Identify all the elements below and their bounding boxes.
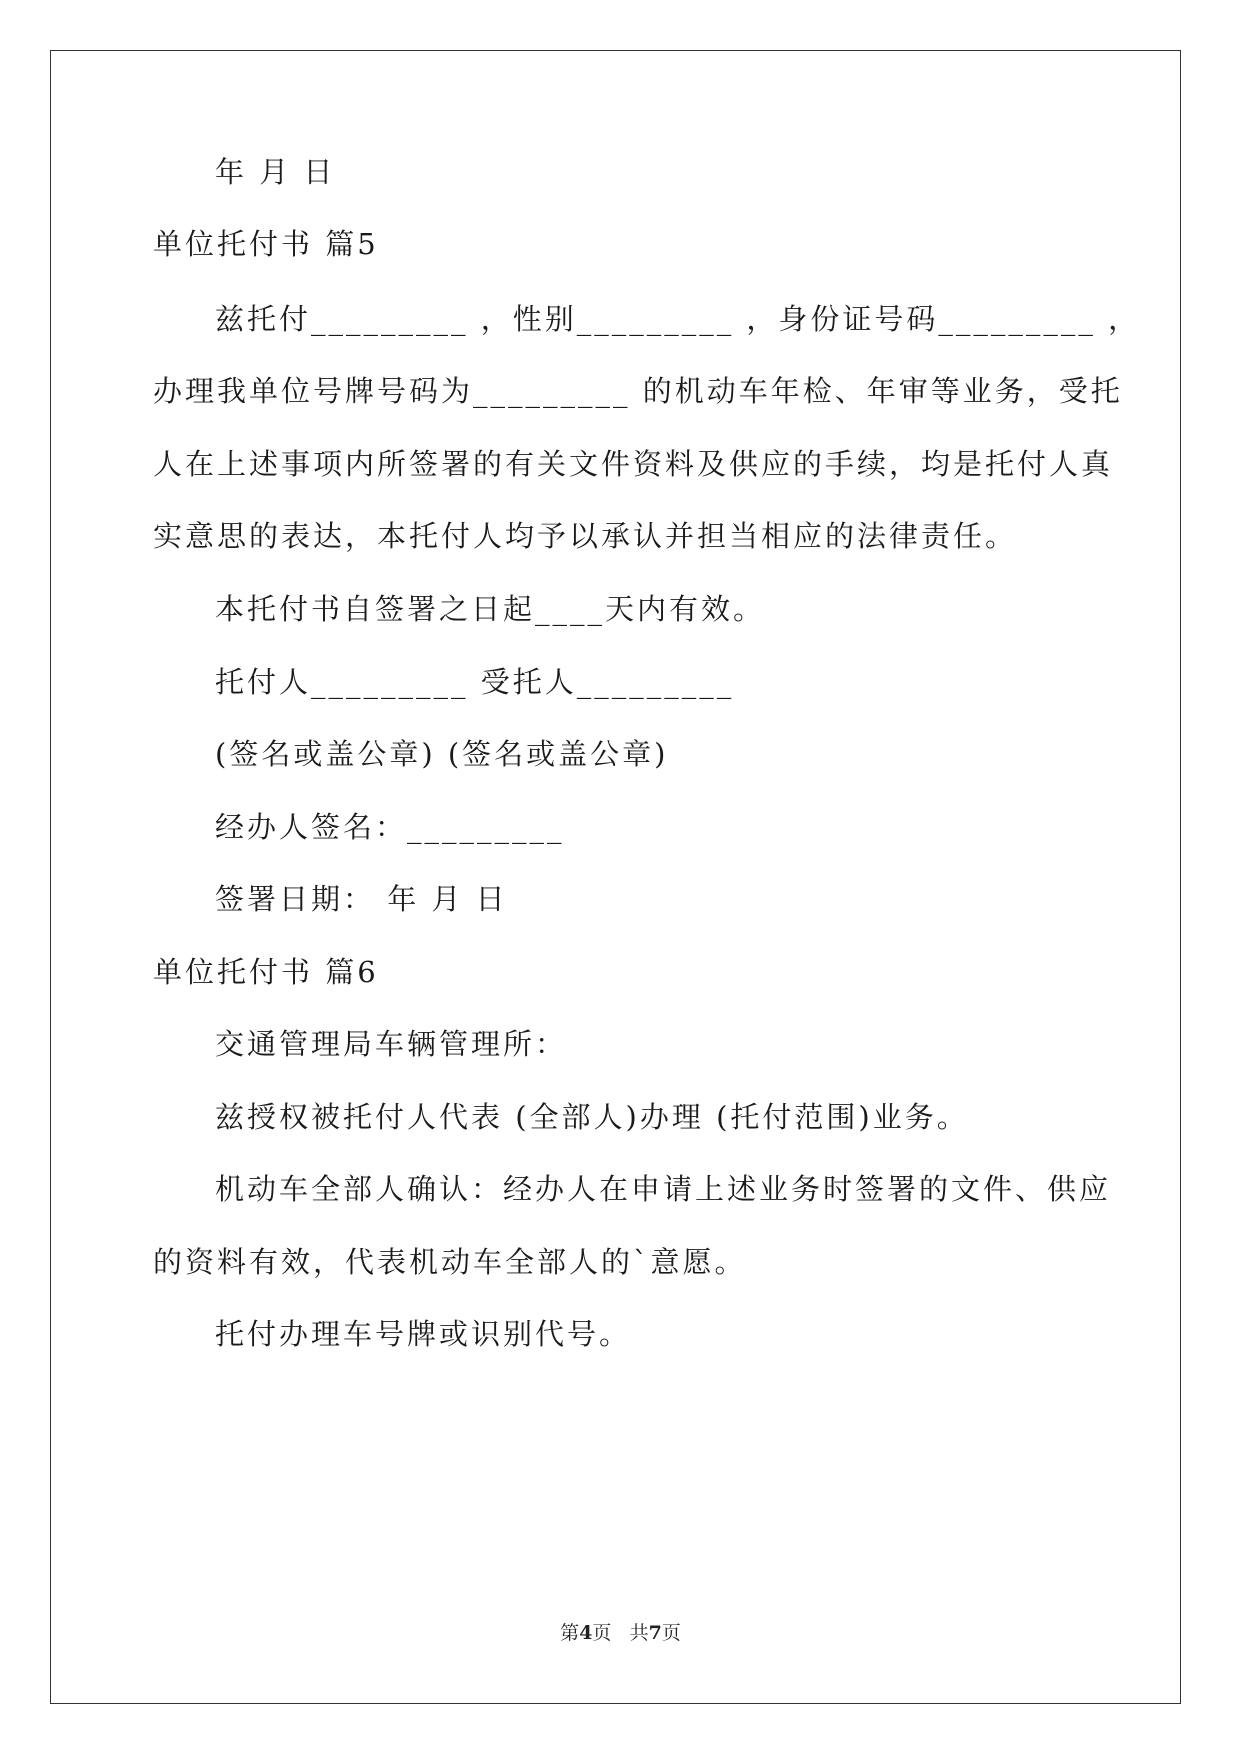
paragraph-line: 的资料有效，代表机动车全部人的`意愿。 bbox=[153, 1245, 747, 1279]
paragraph-line: 兹托付_________ ，性别_________ ，身份证号码_________ ， bbox=[215, 302, 1141, 336]
paragraph-line: 机动车全部人确认：经办人在申请上述业务时签署的文件、供应 bbox=[215, 1172, 1112, 1206]
addressee-line: 交通管理局车辆管理所： bbox=[215, 1027, 568, 1061]
footer-page-unit: 页 bbox=[592, 1622, 612, 1644]
footer-total-unit: 页 bbox=[661, 1622, 681, 1644]
validity-line: 本托付书自签署之日起____天内有效。 bbox=[215, 592, 766, 626]
signatories-line: 托付人_________ 受托人_________ bbox=[215, 665, 735, 699]
footer-page-number: 4 bbox=[579, 1622, 593, 1644]
page-footer bbox=[0, 1618, 1241, 1645]
section-heading-5: 单位托付书 篇5 bbox=[153, 227, 379, 261]
paragraph-line: 实意思的表达，本托付人均予以承认并担当相应的法律责任。 bbox=[153, 519, 1018, 553]
paragraph-line: 办理我单位号牌号码为_________ 的机动车年检、年审等业务，受托 bbox=[153, 374, 1123, 408]
footer-total-prefix: 共 bbox=[629, 1622, 649, 1644]
footer-total-pages: 7 bbox=[648, 1622, 662, 1644]
date-line: 年 月 日 bbox=[215, 155, 336, 189]
page-border bbox=[50, 50, 1181, 1704]
section-heading-6: 单位托付书 篇6 bbox=[153, 955, 379, 989]
paragraph-line: 兹授权被托付人代表 (全部人)办理 (托付范围)业务。 bbox=[215, 1100, 969, 1134]
handler-signature-line: 经办人签名：_________ bbox=[215, 810, 565, 844]
signing-date-line: 签署日期： 年 月 日 bbox=[215, 882, 508, 916]
paragraph-line: 人在上述事项内所签署的有关文件资料及供应的手续，均是托付人真 bbox=[153, 447, 1114, 481]
footer-prefix: 第 bbox=[560, 1622, 580, 1644]
paragraph-line: 托付办理车号牌或识别代号。 bbox=[215, 1317, 632, 1351]
seal-note-line: (签名或盖公章) (签名或盖公章) bbox=[215, 737, 669, 771]
